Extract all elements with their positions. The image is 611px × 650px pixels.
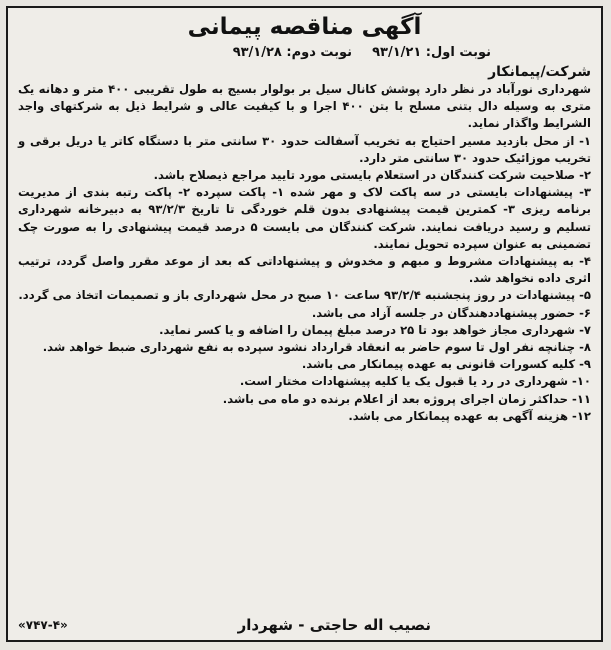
- condition-item: ۱۲- هزینه آگهی به عهده پیمانکار می باشد.: [348, 408, 591, 423]
- condition-item: ۴- به پیشنهادات مشروط و مبهم و مخدوش و پیشنهاداتی که بعد از موعد مقرر واصل گردد، ترتیب اثری داده نخواهد شد.: [18, 254, 591, 286]
- intro-paragraph: شهرداری نورآباد در نظر دارد پوشش کانال سیل بر بولوار بسیج به طول تقریبی ۴۰۰ متر و دهانه یک متری به وسیله دال بتنی مسلح با بتن ۴۰۰ اجرا و با کیفیت عالی و شرایط ذیل به شرکتهای واجد الشرایط واگذار نماید.: [18, 82, 591, 131]
- notice-body: [8, 8, 601, 640]
- condition-item: ۵- پیشنهادات در روز پنجشنبه ۹۳/۲/۴ ساعت ۱۰ صبح در محل شهرداری باز و تصمیمات اتخاذ می گردد.: [18, 288, 591, 303]
- condition-item: ۱۱- حداکثر زمان اجرای پروژه بعد از اعلام برنده دو ماه می باشد.: [222, 391, 591, 406]
- signature: نصیب اله حاجتی - شهردار: [237, 616, 431, 634]
- notice-dates: [18, 44, 591, 61]
- notice-frame: [6, 6, 603, 642]
- notice-title: آگهی مناقصه پیمانی: [187, 14, 422, 40]
- first-publication-date: نوبت اول: ۹۳/۱/۲۱: [372, 45, 491, 60]
- condition-item: ۹- کلیه کسورات قانونی به عهده پیمانکار می باشد.: [301, 357, 591, 372]
- condition-item: ۳- پیشنهادات بایستی در سه پاکت لاک و مهر شده ۱- پاکت سپرده ۲- پاکت رتبه بندی از مدیریت برنامه ریزی ۳- کمترین قیمت پیشنهادی بدون قلم خوردگی تا تاریخ ۹۳/۲/۳ به دبیرخانه شهرداری تسلیم و رسید دریافت نمایند. شرکت کنندگان می بایست ۵ درصد قیمت پیشنهادی را به صورت چک تضمینی به عنوان سپرده تحویل نمایند.: [18, 185, 592, 251]
- signature-row: [18, 616, 591, 634]
- condition-item: ۷- شهرداری مجاز خواهد بود تا ۲۵ درصد مبلغ پیمان را اضافه و یا کسر نماید.: [159, 322, 591, 337]
- condition-item: ۸- چنانچه نفر اول تا سوم حاضر به انعقاد قرارداد نشود سپرده به نفع شهرداری ضبط خواهد شد.: [42, 340, 591, 355]
- second-publication-date: نوبت دوم: ۹۳/۱/۲۸: [232, 45, 353, 60]
- reference-number: «۷۴۷-۴»: [18, 618, 68, 632]
- condition-item: ۶- حضور پیشنهاددهندگان در جلسه آزاد می باشد.: [311, 305, 591, 320]
- condition-item: ۱- از محل بازدید مسیر احتیاج به تخریب آسفالت حدود ۳۰ سانتی متر با دستگاه کاتر یا دریل برقی و تخریب موزائیک حدود ۳۰ سانتی متر دارد.: [18, 133, 591, 165]
- section-heading: شرکت/پیمانکار: [488, 64, 591, 80]
- condition-item: ۲- صلاحیت شرکت کنندگان در استعلام بایستی مورد تایید مراجع ذیصلاح باشد.: [153, 168, 591, 183]
- condition-item: ۱۰- شهرداری در رد یا قبول یک یا کلیه پیشنهادات مختار است.: [239, 374, 591, 389]
